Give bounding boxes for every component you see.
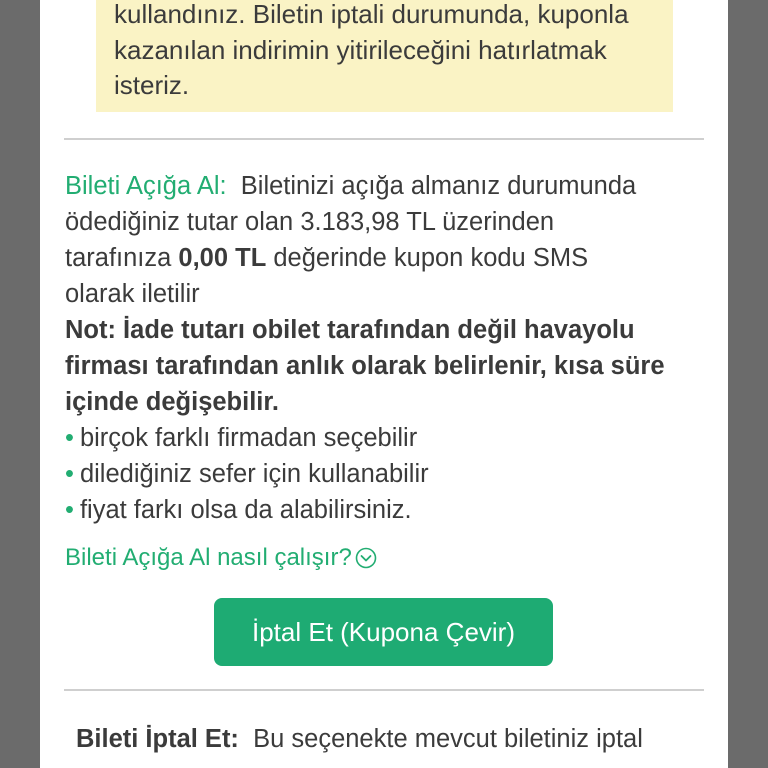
how-it-works-label: Bileti Açığa Al nasıl çalışır? — [65, 544, 352, 571]
cancel-ticket-desc: Bu seçenekte mevcut biletiniz iptal — [253, 725, 643, 753]
refund-note-line: Not: İade tutarı obilet tarafından değil havayolu — [65, 316, 635, 344]
benefit-text: dilediğiniz sefer için kullanabilir — [79, 460, 429, 488]
bullet-icon: • — [65, 496, 74, 524]
cancel-convert-coupon-button[interactable]: İptal Et (Kupona Çevir) — [214, 598, 553, 666]
open-ticket-desc-line — [65, 168, 705, 204]
coupon-warning-text — [114, 0, 657, 104]
bullet-icon: • — [65, 424, 74, 452]
chevron-down-circle-icon — [355, 547, 377, 569]
open-ticket-desc-line: olarak iletilir — [65, 280, 200, 308]
refund-note-line: içinde değişebilir. — [65, 388, 279, 416]
bullet-icon: • — [65, 460, 74, 488]
section-divider — [64, 138, 704, 140]
coupon-amount: 0,00 TL — [178, 244, 267, 272]
open-ticket-desc: Biletinizi açığa almanız durumunda — [240, 172, 637, 200]
open-ticket-desc-line — [65, 240, 705, 276]
benefit-text: birçok farklı firmadan seçebilir — [79, 424, 418, 452]
benefit-list-item — [65, 492, 705, 528]
benefit-list-item — [65, 420, 705, 456]
cancel-ticket-section — [76, 721, 716, 757]
open-ticket-title: Bileti Açığa Al: — [65, 172, 227, 200]
section-divider — [64, 689, 704, 691]
open-ticket-section — [65, 168, 705, 528]
coupon-warning-box — [96, 0, 673, 112]
cancel-ticket-title: Bileti İptal Et: — [76, 725, 239, 753]
coupon-warning-line: kazanılan indirimin yitirileceğini hatırlatmak — [114, 34, 607, 65]
open-ticket-desc-post: değerinde kupon kodu SMS — [266, 244, 589, 272]
coupon-warning-line: kullandınız. Biletin iptali durumunda, kuponla — [114, 0, 629, 29]
coupon-warning-line: isteriz. — [114, 70, 190, 100]
refund-note-line: firması tarafından anlık olarak belirlenir, kısa süre — [65, 352, 665, 380]
how-it-works-link[interactable] — [65, 540, 377, 576]
benefit-text: fiyat farkı olsa da alabilirsiniz. — [79, 496, 412, 524]
benefit-list-item — [65, 456, 705, 492]
open-ticket-desc-pre: tarafınıza — [65, 244, 179, 272]
cancel-options-dialog — [40, 0, 728, 768]
open-ticket-desc-line: ödediğiniz tutar olan 3.183,98 TL üzerinden — [65, 208, 555, 236]
